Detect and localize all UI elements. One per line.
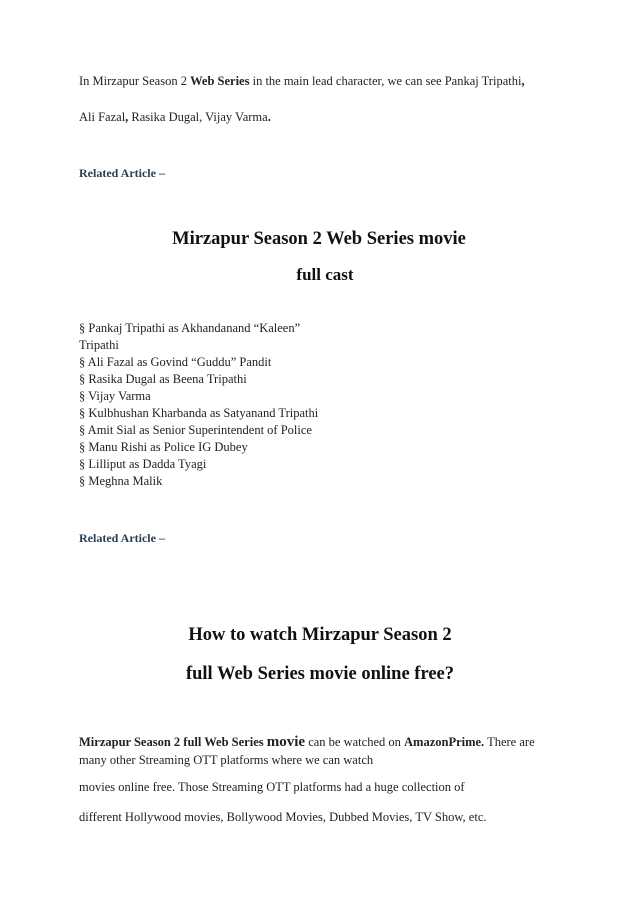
- watch-heading-line-1: How to watch Mirzapur Season 2: [188, 625, 452, 645]
- intro-line-2: [79, 109, 271, 125]
- list-item: § Pankaj Tripathi as Akhandanand “Kaleen”: [79, 321, 301, 335]
- list-item: Tripathi: [79, 338, 119, 352]
- cast-list: [79, 320, 318, 490]
- body-line-1: [79, 734, 535, 750]
- list-item: § Ali Fazal as Govind “Guddu” Pandit: [79, 355, 272, 369]
- related-article-label[interactable]: Related Article –: [79, 166, 165, 180]
- list-item: § Lilliput as Dadda Tyagi: [79, 457, 207, 471]
- watch-heading-line-2: full Web Series movie online free?: [185, 664, 455, 684]
- body-line-2: many other Streaming OTT platforms where we can watch: [79, 753, 374, 767]
- list-item: § Meghna Malik: [79, 474, 163, 488]
- body-bold-movie: movie: [266, 734, 306, 750]
- cast-heading-line-1: Mirzapur Season 2 Web Series movie: [172, 229, 466, 249]
- intro-text: in the main lead character, we can see Pankaj Tripathi: [249, 74, 522, 88]
- body-text: There are: [484, 735, 535, 749]
- list-item: § Manu Rishi as Police IG Dubey: [79, 440, 248, 454]
- list-item: § Amit Sial as Senior Superintendent of Police: [79, 423, 312, 437]
- intro-line-1: [79, 73, 525, 89]
- intro-text: In Mirzapur Season 2: [79, 74, 191, 88]
- body-line-4: different Hollywood movies, Bollywood Movies, Dubbed Movies, TV Show, etc.: [79, 810, 487, 824]
- intro-bold-web-series: Web Series: [190, 74, 250, 88]
- intro-comma: ,: [125, 110, 129, 124]
- list-item: § Rasika Dugal as Beena Tripathi: [79, 372, 247, 386]
- body-line-3: movies online free. Those Streaming OTT platforms had a huge collection of: [79, 780, 465, 794]
- related-article-label[interactable]: Related Article –: [79, 531, 165, 545]
- cast-heading-line-2: full cast: [296, 265, 354, 284]
- body-bold-text: Mirzapur Season 2 full Web Series: [79, 735, 267, 749]
- body-bold-amazonprime: AmazonPrime.: [404, 735, 485, 749]
- intro-text: Rasika Dugal, Vijay Varma: [128, 110, 268, 124]
- body-text: can be watched on: [305, 735, 404, 749]
- list-item: § Kulbhushan Kharbanda as Satyanand Tripathi: [79, 406, 319, 420]
- list-item: § Vijay Varma: [79, 389, 151, 403]
- intro-text: Ali Fazal: [79, 110, 126, 124]
- intro-comma: ,: [521, 74, 525, 88]
- intro-period: .: [267, 110, 271, 124]
